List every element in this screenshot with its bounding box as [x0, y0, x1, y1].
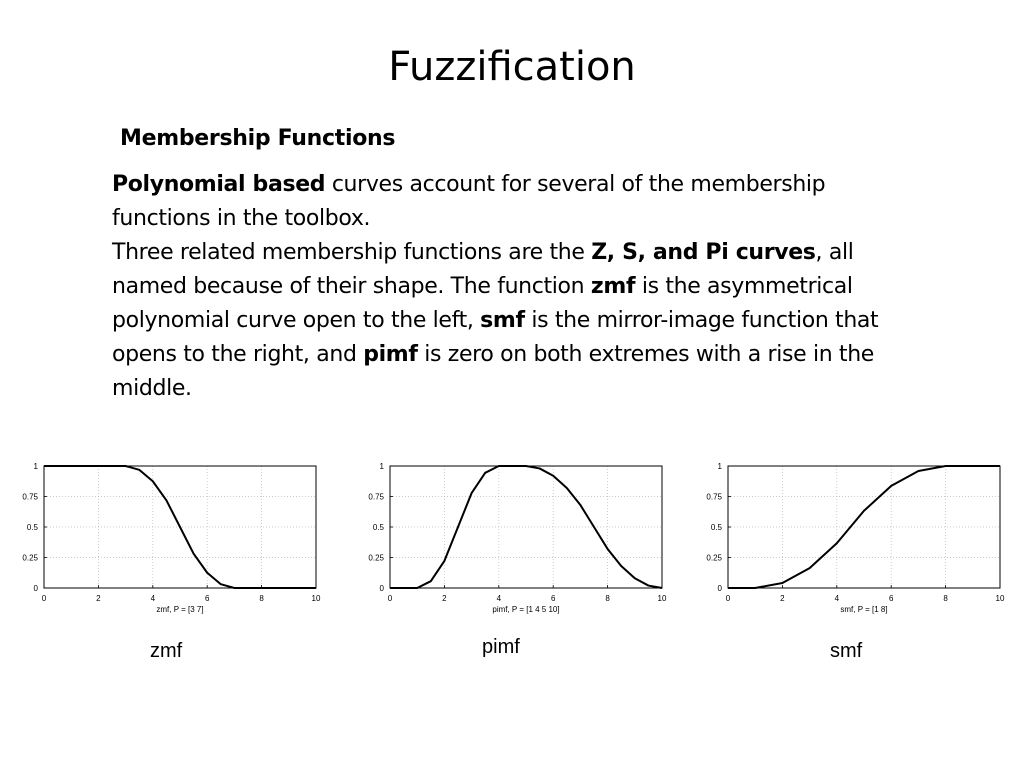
- y-tick-label: 0.25: [368, 553, 384, 563]
- y-tick-label: 1: [33, 462, 38, 471]
- paragraph-curves: [112, 236, 922, 406]
- x-tick-label: 2: [96, 594, 101, 603]
- y-tick-label: 0.5: [372, 523, 384, 532]
- x-tick-label: 2: [442, 594, 447, 603]
- y-tick-label: 0.25: [706, 553, 722, 563]
- y-tick-label: 0: [379, 584, 384, 593]
- paragraph-polynomial: [112, 168, 922, 236]
- body-text: [112, 168, 922, 406]
- text-run: Three related membership functions are the: [112, 240, 592, 265]
- x-tick-label: 8: [259, 594, 264, 603]
- y-tick-label: 0.5: [710, 523, 722, 532]
- x-tick-label: 4: [496, 594, 502, 603]
- bold-term: pimf: [363, 342, 418, 367]
- y-tick-label: 0.75: [368, 492, 384, 502]
- x-axis-label: pimf, P = [1 4 5 10]: [492, 605, 560, 614]
- x-axis-label: zmf, P = [3 7]: [156, 605, 204, 614]
- pimf-chart: [346, 452, 670, 622]
- bold-term: zmf: [590, 274, 636, 299]
- x-tick-label: 2: [780, 594, 785, 603]
- y-tick-label: 0: [717, 584, 722, 593]
- pimf-caption: pimf: [482, 636, 520, 658]
- zmf-caption: zmf: [150, 640, 183, 662]
- y-tick-label: 1: [379, 462, 384, 471]
- x-tick-label: 0: [41, 594, 47, 603]
- zmf-plot: [0, 452, 324, 627]
- text-run: is the mirror-image function that opens to the right, and: [112, 308, 879, 367]
- y-tick-label: 0.75: [22, 492, 38, 502]
- smf-caption: smf: [830, 640, 863, 662]
- y-tick-label: 0.75: [706, 492, 722, 502]
- x-tick-label: 6: [204, 594, 210, 603]
- text-run: is zero on both extremes with a rise in the middle.: [112, 342, 874, 401]
- y-tick-label: 0.25: [22, 553, 38, 563]
- y-tick-label: 0.5: [26, 523, 38, 532]
- y-tick-label: 1: [717, 462, 722, 471]
- x-tick-label: 10: [657, 594, 667, 603]
- x-tick-label: 0: [387, 594, 393, 603]
- smf-plot: [684, 452, 1008, 627]
- x-tick-label: 8: [605, 594, 610, 603]
- bold-term: Polynomial based: [112, 172, 326, 197]
- x-tick-label: 10: [995, 594, 1005, 603]
- x-tick-label: 0: [725, 594, 731, 603]
- x-tick-label: 8: [943, 594, 948, 603]
- x-axis-label: smf, P = [1 8]: [840, 605, 888, 614]
- bold-term: Z, S, and Pi curves: [591, 240, 816, 265]
- x-tick-label: 4: [150, 594, 156, 603]
- text-run: , all named because of their shape. The function: [112, 240, 854, 299]
- text-run: curves account for several of the membership functions in the toolbox.: [112, 172, 826, 231]
- x-tick-label: 6: [550, 594, 556, 603]
- y-tick-label: 0: [33, 584, 38, 593]
- x-tick-label: 4: [834, 594, 840, 603]
- x-tick-label: 10: [311, 594, 321, 603]
- text-run: is the asymmetrical polynomial curve open to the left,: [112, 274, 853, 333]
- smf-chart: [684, 452, 1008, 622]
- bold-term: smf: [480, 308, 525, 333]
- section-subheading: Membership Functions: [120, 126, 396, 151]
- x-tick-label: 6: [888, 594, 894, 603]
- zmf-chart: [0, 452, 324, 622]
- pimf-plot: [346, 452, 670, 627]
- slide-title: Fuzzification: [388, 44, 636, 90]
